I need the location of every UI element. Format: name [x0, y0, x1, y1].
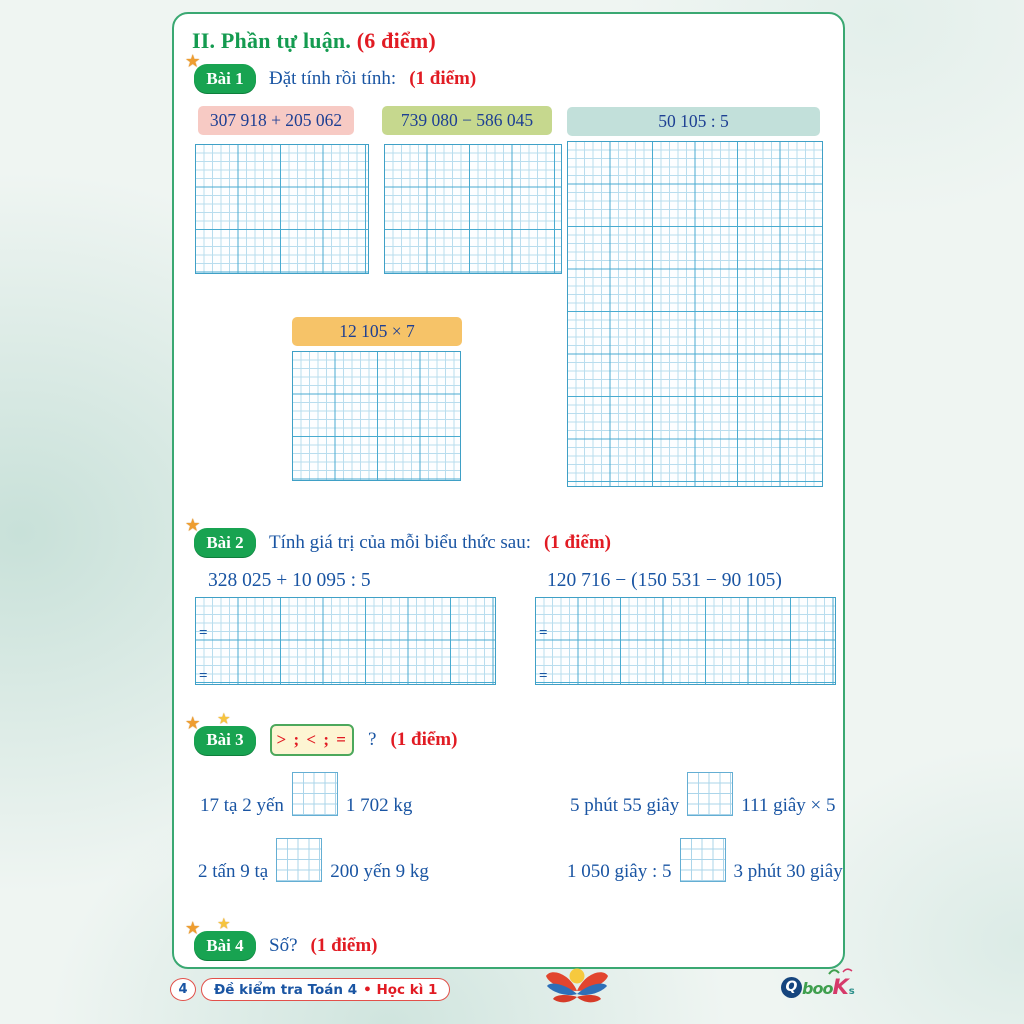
expression-right: 120 716 − (150 531 − 90 105) [547, 570, 782, 591]
exercise2-title: Tính giá trị của mỗi biểu thức sau: [269, 531, 531, 553]
problem-division-text: 50 105 : 5 [658, 111, 729, 131]
exercise4-badge [186, 916, 256, 960]
comparison-left-value: 17 tạ 2 yến [200, 795, 284, 817]
exercise1-points: (1 điểm) [409, 67, 477, 89]
problem-label-addition [198, 106, 354, 135]
expression-left: 328 025 + 10 095 : 5 [208, 570, 371, 591]
exercise1-badge-label: Bài 1 [206, 68, 244, 88]
star-icon: ★ [218, 710, 230, 726]
equals-mark: = [199, 625, 208, 641]
equals-mark: = [539, 625, 548, 641]
section-title: II. Phần tự luận. [192, 28, 352, 53]
comparison-left-value: 1 050 giây : 5 [567, 861, 672, 883]
butterfly-logo-icon [541, 965, 613, 1016]
exercise3-points: (1 điểm) [390, 729, 458, 750]
exercise4-badge-label: Bài 4 [206, 935, 244, 955]
section-heading [192, 28, 436, 54]
page-number: 4 [178, 982, 188, 997]
comparison-answer-box[interactable] [292, 772, 338, 816]
comparison-answer-box[interactable] [276, 838, 322, 882]
exercise2-points: (1 điểm) [543, 531, 611, 553]
equals-mark: = [539, 668, 548, 684]
footer-book-pill [201, 978, 450, 1001]
star-icon: ★ [186, 518, 200, 534]
comparison-right-value: 111 giây × 5 [741, 795, 836, 817]
exercise4-header [186, 916, 378, 960]
problem-label-division [567, 107, 820, 136]
problem-multiplication-text: 12 105 × 7 [339, 321, 415, 341]
star-icon: ★ [186, 715, 200, 732]
publisher-logo [781, 975, 855, 999]
exercise3-header [186, 710, 458, 756]
exercise4-points: (1 điểm) [310, 934, 378, 956]
answer-grid-subtraction[interactable] [384, 144, 562, 274]
comparison-row-4 [567, 838, 843, 882]
comparison-row-3 [198, 838, 429, 882]
exercise3-question-mark: ? [368, 729, 377, 750]
exercise2-header [186, 518, 611, 557]
exercise3-badge-label: Bài 3 [206, 730, 244, 749]
birds-icon [827, 966, 857, 976]
answer-grid-division[interactable] [567, 141, 823, 487]
star-icon: ★ [218, 916, 230, 931]
star-icon: ★ [186, 921, 200, 937]
comparison-symbols-box [270, 724, 354, 756]
publisher-logo-q: Q [781, 977, 802, 998]
problem-addition-text: 307 918 + 205 062 [209, 110, 343, 130]
answer-grid-expression-right[interactable] [535, 597, 836, 685]
exercise1-header [186, 54, 477, 93]
problem-subtraction-text: 739 080 − 586 045 [400, 110, 534, 130]
comparison-left-value: 5 phút 55 giây [570, 795, 680, 817]
exercise1-title: Đặt tính rồi tính: [269, 67, 397, 89]
exercise4-title: Số? [269, 934, 298, 956]
star-icon: ★ [186, 54, 200, 70]
publisher-logo-boo: boo [802, 979, 833, 998]
equals-mark: = [199, 668, 208, 684]
answer-grid-expression-left[interactable] [195, 597, 496, 685]
worksheet-panel [172, 12, 845, 969]
problem-label-subtraction [382, 106, 552, 135]
exercise2-badge-label: Bài 2 [206, 532, 244, 552]
comparison-answer-box[interactable] [687, 772, 733, 816]
problem-label-multiplication [292, 317, 462, 346]
answer-grid-multiplication[interactable] [292, 351, 461, 481]
exercise1-badge [186, 54, 256, 93]
comparison-row-1 [200, 772, 412, 816]
comparison-left-value: 2 tấn 9 tạ [198, 861, 269, 883]
page-number-badge [170, 978, 196, 1001]
comparison-right-value: 1 702 kg [345, 795, 413, 817]
comparison-answer-box[interactable] [680, 838, 726, 882]
section-points: (6 điểm) [356, 28, 436, 53]
publisher-logo-s: s [848, 986, 855, 997]
comparison-right-value: 200 yến 9 kg [330, 861, 429, 883]
comparison-symbols-text: > ; < ; = [276, 730, 348, 749]
exercise3-badge [186, 710, 256, 755]
footer-book-label: Đề kiểm tra Toán 4 [214, 981, 358, 998]
answer-grid-addition[interactable] [195, 144, 369, 274]
comparison-right-value: 3 phút 30 giây [733, 861, 843, 883]
footer-term-label: • Học kì 1 [363, 981, 438, 998]
comparison-row-2 [570, 772, 836, 816]
exercise2-badge [186, 518, 256, 557]
publisher-logo-k: K [832, 975, 849, 999]
